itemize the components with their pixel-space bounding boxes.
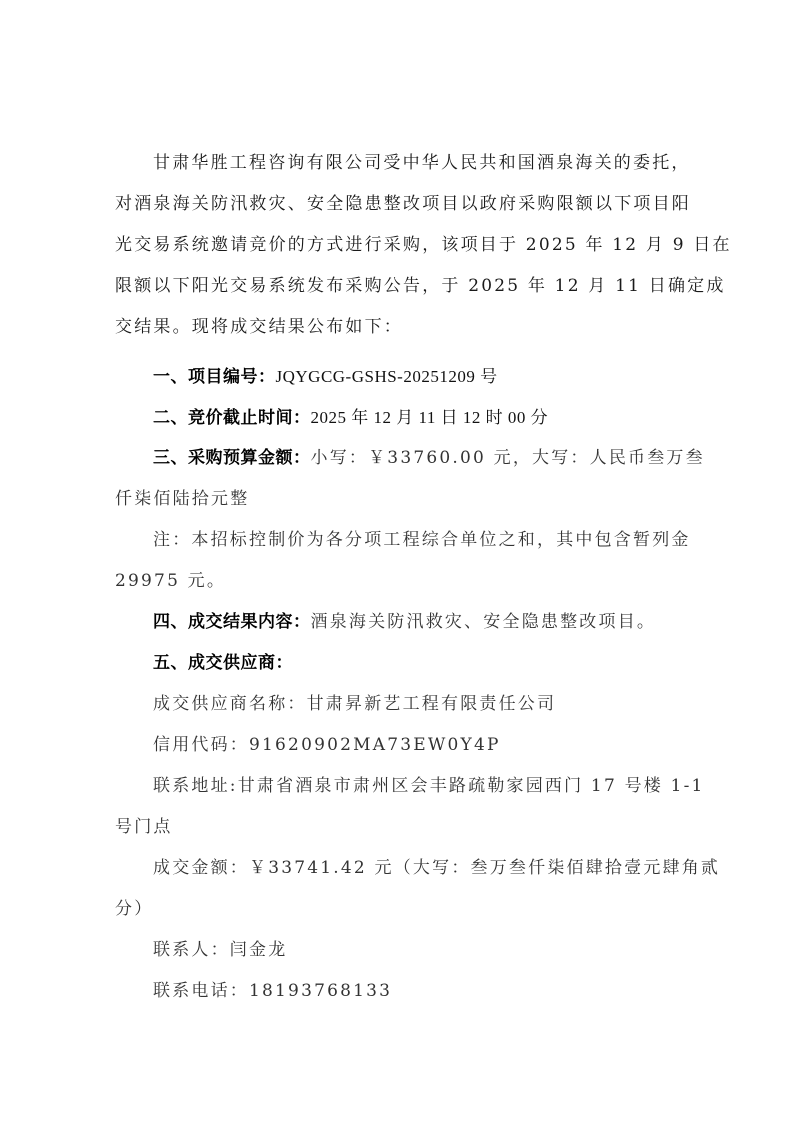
note-line-2: 29975 元。 [115, 571, 227, 591]
supplier-address-line-2: 号门点 [115, 817, 173, 837]
contact-phone: 联系电话：18193768133 [153, 981, 393, 1001]
result-value: 酒泉海关防汛救灾、安全隐患整改项目。 [310, 612, 657, 632]
budget-row [115, 438, 705, 479]
project-number-value: JQYGCG-GSHS-20251209 号 [275, 367, 498, 386]
supplier-credit-code: 信用代码：91620902MA73EW0Y4P [153, 735, 501, 755]
intro-line-4: 限额以下阳光交易系统发布采购公告，于 2025 年 12 月 11 日确定成 [115, 276, 726, 296]
result-label: 四、成交结果内容： [153, 612, 311, 632]
document-page [115, 143, 732, 1012]
deadline-row [115, 397, 683, 438]
supplier-name: 成交供应商名称：甘肃昇新艺工程有限责任公司 [153, 694, 557, 714]
project-number-label: 一、项目编号： [153, 367, 276, 387]
intro-line-3: 光交易系统邀请竞价的方式进行采购，该项目于 2025 年 12 月 9 日在 [115, 235, 732, 255]
deadline-label: 二、竞价截止时间： [153, 408, 311, 428]
budget-value-cont: 仟柒佰陆拾元整 [115, 489, 250, 509]
result-row [115, 602, 683, 643]
deal-amount-line-2: 分） [115, 899, 154, 919]
intro-line-1: 甘肃华胜工程咨询有限公司受中华人民共和国酒泉海关的委托， [153, 153, 691, 173]
intro-line-2: 对酒泉海关防汛救灾、安全隐患整改项目以政府采购限额以下项目阳 [115, 194, 691, 214]
deal-amount-line-1: 成交金额：￥33741.42 元（大写：叁万叁仟柒佰肆拾壹元肆角贰 [153, 858, 721, 878]
contact-person: 联系人：闫金龙 [153, 940, 288, 960]
supplier-heading-row [115, 643, 683, 684]
intro-line-5: 交结果。现将成交结果公布如下： [115, 317, 403, 337]
budget-label: 三、采购预算金额： [153, 448, 311, 468]
budget-value: 小写：￥33760.00 元，大写：人民币叁万叁 [310, 448, 705, 468]
project-number-row [115, 356, 683, 397]
supplier-heading: 五、成交供应商： [153, 653, 293, 673]
supplier-address-line-1: 联系地址:甘肃省酒泉市肃州区会丰路疏勒家园西门 17 号楼 1-1 [153, 776, 705, 796]
spacer [115, 348, 683, 356]
note-line-1: 注：本招标控制价为各分项工程综合单位之和，其中包含暂列金 [153, 530, 691, 550]
deadline-value: 2025 年 12 月 11 日 12 时 00 分 [310, 408, 549, 427]
